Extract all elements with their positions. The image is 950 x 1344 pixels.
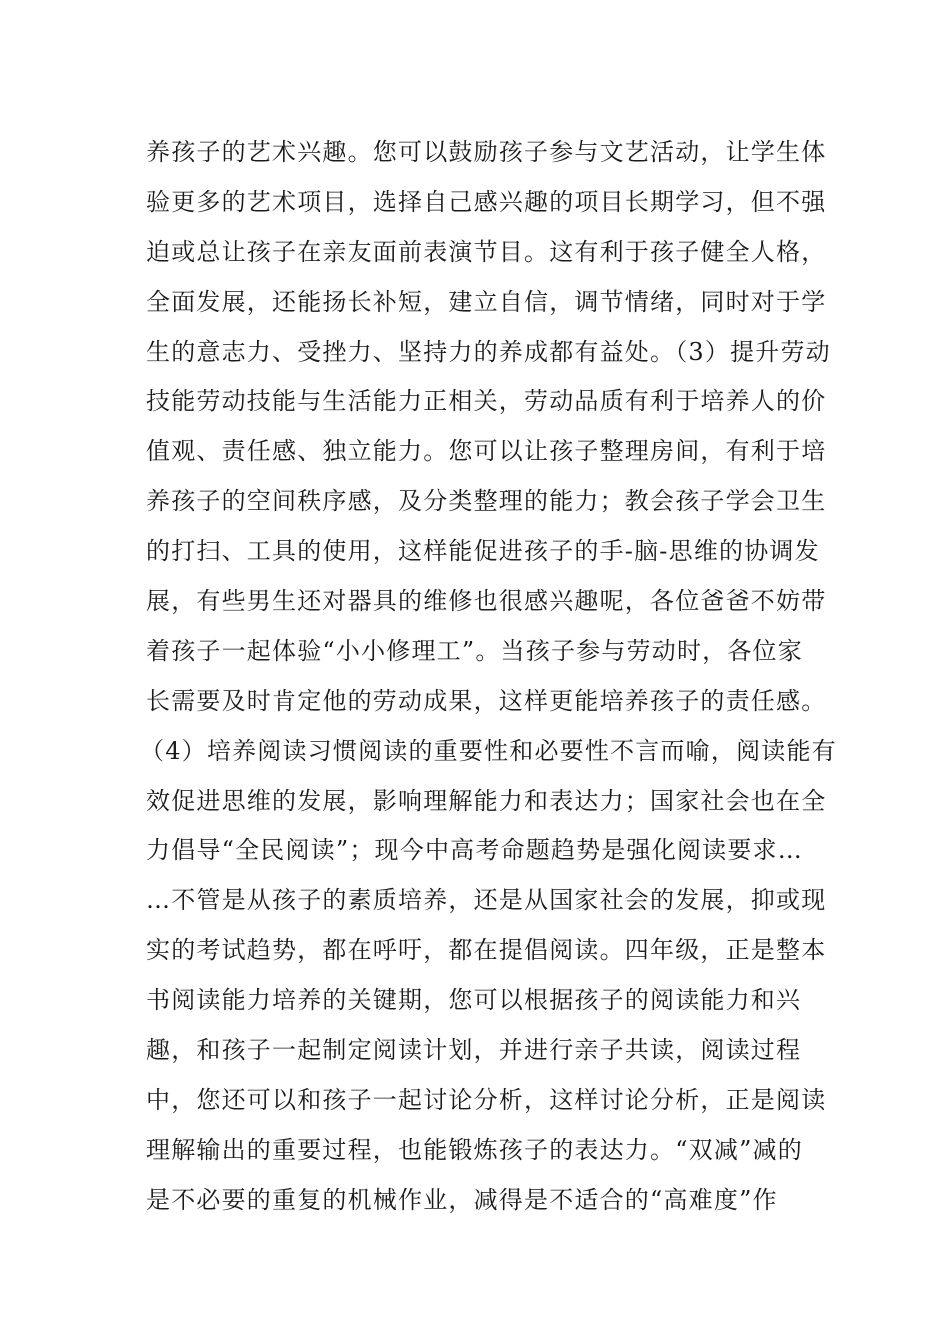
text-line: 力倡导“全民阅读”；现今中高考命题趋势是强化阅读要求…	[146, 836, 803, 865]
text-line: 值观、责任感、独立能力。您可以让孩子整理房间，有利于培	[146, 437, 827, 466]
text-line: 实的考试趋势，都在呼吁，都在提倡阅读。四年级，正是整本	[146, 936, 827, 965]
text-line: 迫或总让孩子在亲友面前表演节目。这有利于孩子健全人格，	[146, 237, 827, 266]
text-line: 养孩子的空间秩序感，及分类整理的能力；教会孩子学会卫生	[146, 487, 827, 516]
text-line: 全面发展，还能扬长补短，建立自信，调节情绪，同时对于学	[146, 287, 827, 316]
text-line: 书阅读能力培养的关键期，您可以根据孩子的阅读能力和兴	[146, 986, 802, 1015]
text-line: 生的意志力、受挫力、坚持力的养成都有益处。（3）提升劳动	[146, 337, 831, 366]
text-line: 技能劳动技能与生活能力正相关，劳动品质有利于培养人的价	[146, 387, 827, 416]
text-line: 着孩子一起体验“小小修理工”。当孩子参与劳动时，各位家	[146, 636, 803, 665]
text-line: 理解输出的重要过程，也能锻炼孩子的表达力。“双减”减的	[146, 1135, 803, 1164]
text-line: 的打扫、工具的使用，这样能促进孩子的手-脑-思维的协调发	[146, 537, 820, 566]
text-line: …不管是从孩子的素质培养，还是从国家社会的发展，抑或现	[146, 886, 827, 915]
text-line: 展，有些男生还对器具的维修也很感兴趣呢，各位爸爸不妨带	[146, 587, 827, 616]
body-text	[140, 128, 837, 1226]
text-line: 趣，和孩子一起制定阅读计划，并进行亲子共读，阅读过程	[146, 1036, 802, 1065]
text-line: （4）培养阅读习惯阅读的重要性和必要性不言而喻，阅读能有	[140, 736, 837, 765]
text-line: 是不必要的重复的机械作业，减得是不适合的“高难度”作	[146, 1185, 778, 1214]
text-line: 中，您还可以和孩子一起讨论分析，这样讨论分析，正是阅读	[146, 1085, 827, 1114]
text-line: 长需要及时肯定他的劳动成果，这样更能培养孩子的责任感。	[146, 686, 827, 715]
text-line: 验更多的艺术项目，选择自己感兴趣的项目长期学习，但不强	[146, 187, 827, 216]
text-line: 养孩子的艺术兴趣。您可以鼓励孩子参与文艺活动，让学生体	[146, 138, 827, 166]
text-line: 效促进思维的发展，影响理解能力和表达力；国家社会也在全	[146, 786, 827, 815]
